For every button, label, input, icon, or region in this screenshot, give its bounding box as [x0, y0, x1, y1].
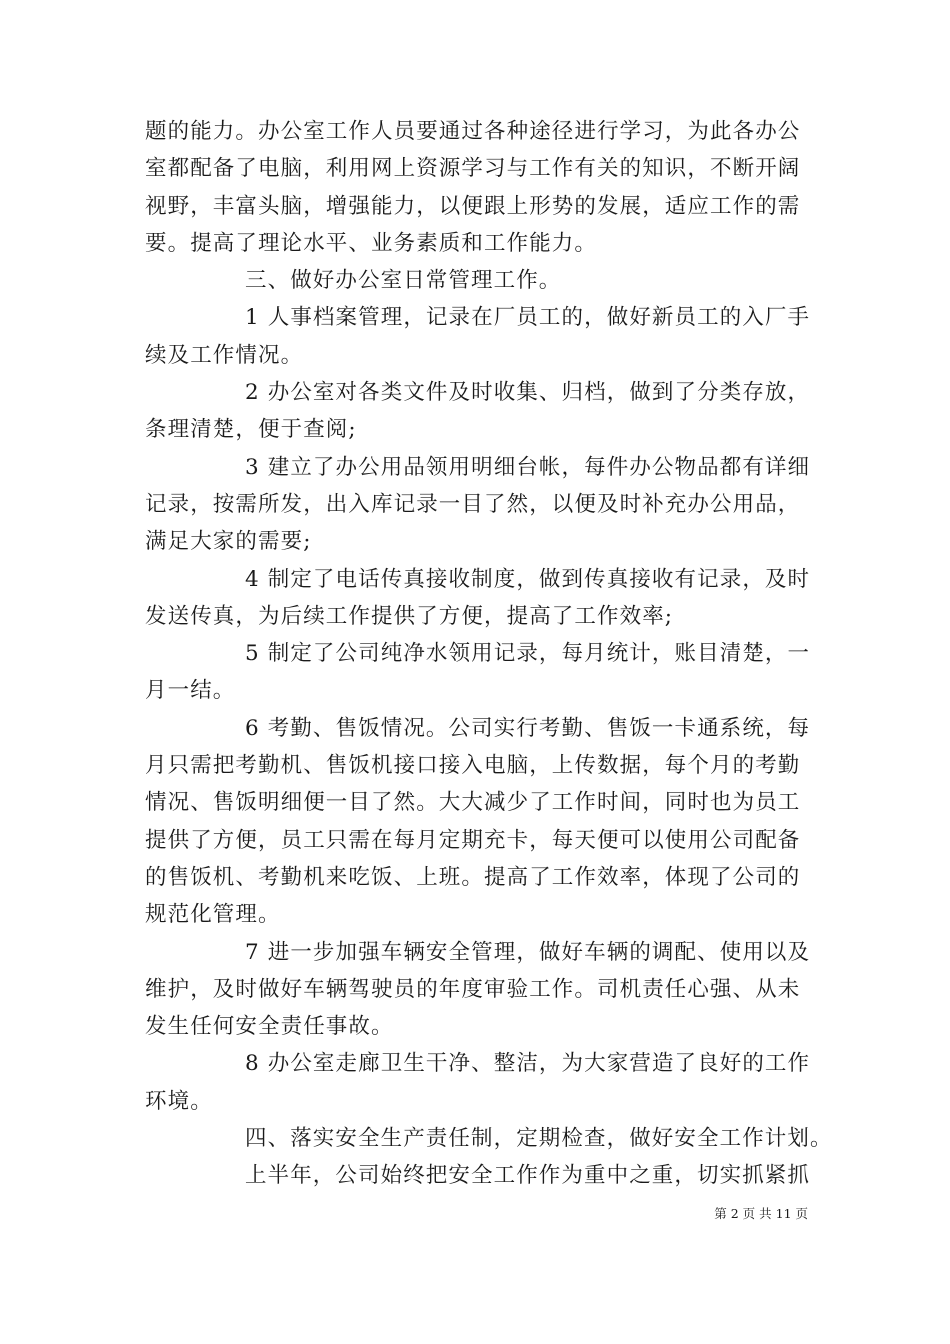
text-line: 满足大家的需要; [145, 529, 312, 555]
text-line: 维护，及时做好车辆驾驶员的年度审验工作。司机责任心强、从未 [145, 976, 801, 1002]
text-line: 的售饭机、考勤机来吃饭、上班。提高了工作效率，体现了公司的 [145, 864, 801, 890]
text-line: 室都配备了电脑，利用网上资源学习与工作有关的知识，不断开阔 [145, 156, 801, 182]
text-line: 环境。 [145, 1088, 213, 1114]
text-line: 三、做好办公室日常管理工作。 [245, 268, 562, 294]
text-line: 视野，丰富头脑，增强能力，以便跟上形势的发展，适应工作的需 [145, 193, 801, 219]
text-line: 发送传真，为后续工作提供了方便，提高了工作效率; [145, 603, 674, 629]
text-line: 3 建立了办公用品领用明细台帐，每件办公物品都有详细 [245, 454, 811, 480]
text-line: 提供了方便，员工只需在每月定期充卡，每天便可以使用公司配备 [145, 827, 801, 853]
text-line: 情况、售饭明细便一目了然。大大减少了工作时间，同时也为员工 [145, 790, 801, 816]
text-line: 规范化管理。 [145, 902, 281, 928]
text-line: 题的能力。办公室工作人员要通过各种途径进行学习，为此各办公 [145, 119, 801, 144]
text-line: 5 制定了公司纯净水领用记录，每月统计，账目清楚，一 [245, 641, 811, 667]
text-line: 发生任何安全责任事故。 [145, 1014, 394, 1040]
text-line: 上半年，公司始终把安全工作作为重中之重，切实抓紧抓 [245, 1163, 811, 1189]
text-line: 6 考勤、售饭情况。公司实行考勤、售饭一卡通系统，每 [245, 715, 811, 741]
text-line: 续及工作情况。 [145, 342, 304, 368]
text-line: 记录，按需所发，出入库记录一目了然，以便及时补充办公用品， [145, 491, 801, 517]
document-body [145, 113, 833, 1195]
text-line: 要。提高了理论水平、业务素质和工作能力。 [145, 230, 598, 256]
text-line: 月只需把考勤机、售饭机接口接入电脑，上传数据，每个月的考勤 [145, 753, 801, 779]
text-line: 月一结。 [145, 678, 236, 704]
text-line: 条理清楚，便于查阅; [145, 417, 357, 443]
page-number-footer: 第 2 页 共 11 页 [714, 1206, 808, 1221]
text-line: 1 人事档案管理，记录在厂员工的，做好新员工的入厂手 [245, 305, 811, 331]
text-line: 7 进一步加强车辆安全管理，做好车辆的调配、使用以及 [245, 939, 811, 965]
text-line: 8 办公室走廊卫生干净、整洁，为大家营造了良好的工作 [245, 1051, 811, 1077]
text-line: 4 制定了电话传真接收制度，做到传真接收有记录，及时 [245, 566, 811, 592]
text-line: 2 办公室对各类文件及时收集、归档，做到了分类存放， [245, 380, 811, 406]
text-line: 四、落实安全生产责任制，定期检查，做好安全工作计划。 [245, 1126, 833, 1152]
